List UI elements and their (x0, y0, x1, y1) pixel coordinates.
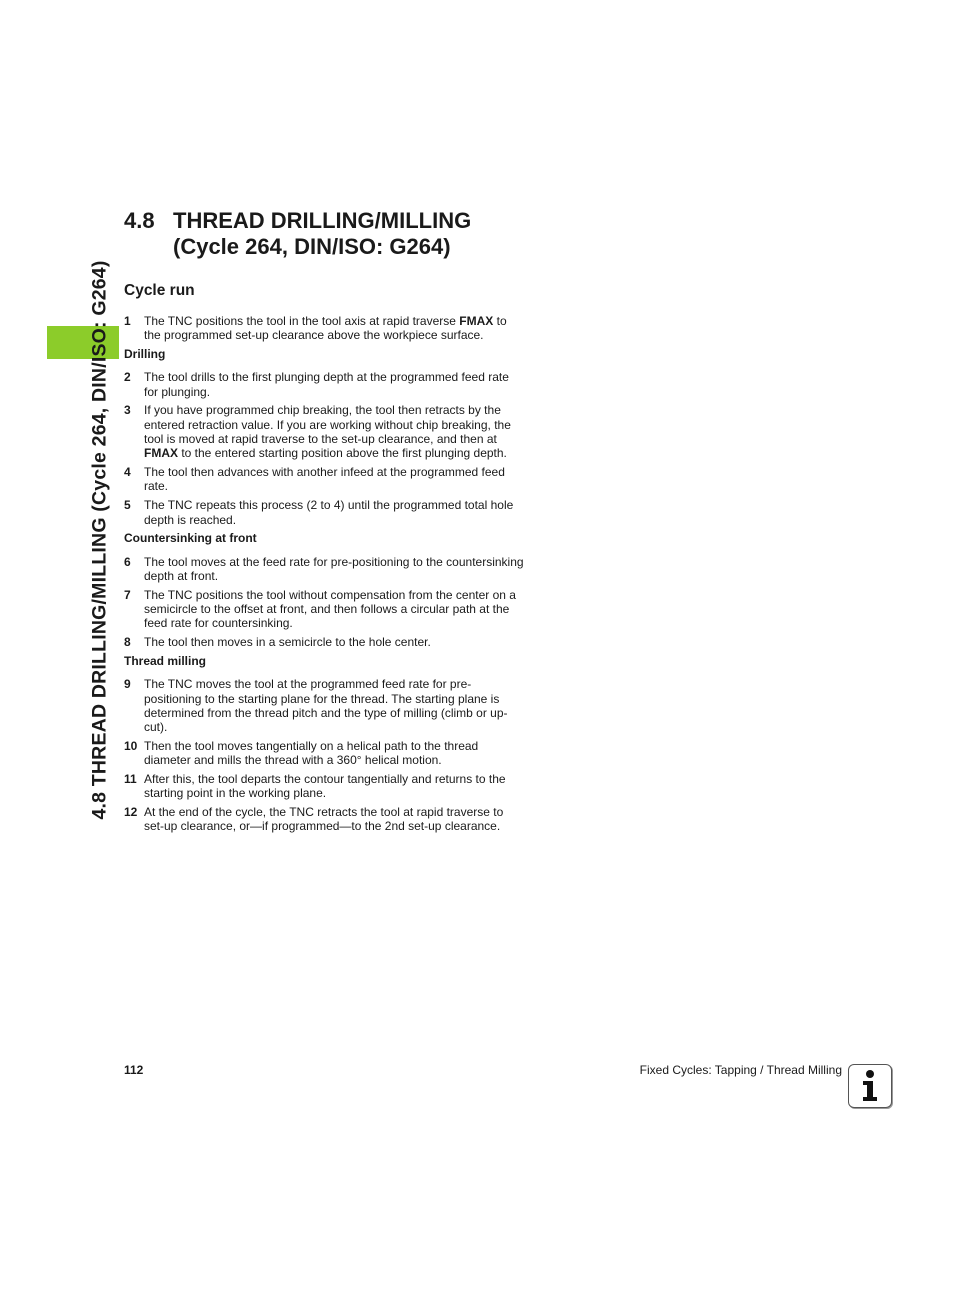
section-label-drilling: Drilling (124, 347, 166, 362)
chapter-title: Fixed Cycles: Tapping / Thread Milling (639, 1063, 842, 1077)
heading-line-1: THREAD DRILLING/MILLING (173, 208, 472, 233)
step-number: 7 (124, 587, 131, 602)
section-label-countersinking: Countersinking at front (124, 531, 257, 546)
heading-line-2: (Cycle 264, DIN/ISO: G264) (173, 234, 451, 259)
info-icon (848, 1064, 892, 1108)
page-number: 112 (124, 1063, 144, 1077)
step-list (124, 314, 524, 838)
subheading: Cycle run (124, 282, 195, 299)
list-item: 5 The TNC repeats this process (2 to 4) until the programmed total hole depth is reached. (124, 498, 514, 527)
step-number: 4 (124, 465, 131, 480)
list-item: 10 Then the tool moves tangentially on a helical path to the thread diameter and mills the thread with a 360° helical motion. (124, 738, 479, 768)
list-item: 6 The tool moves at the feed rate for pre-positioning to the countersinking depth at front. (124, 554, 524, 583)
step-number: 2 (124, 370, 131, 385)
section-heading (124, 208, 471, 260)
section-number: 4.8 (124, 208, 155, 233)
step-number: 5 (124, 498, 131, 513)
list-item: 12 At the end of the cycle, the TNC retracts the tool at rapid traverse to set-up clearance, or—if programmed—to the 2nd set-up clearance. (124, 805, 504, 834)
step-number: 11 (124, 772, 137, 787)
step-number: 1 (124, 314, 131, 328)
section-label-thread-milling: Thread milling (124, 653, 207, 668)
list-item: 9 The TNC moves the tool at the programmed feed rate for pre-positioning to the starting plane for the thread. The starting plane is determined from the thread pitch and the type of milling (climb or up-cut). (124, 677, 508, 735)
list-item: 8 The tool then moves in a semicircle to the hole center. (124, 635, 431, 650)
step-number: 10 (124, 738, 138, 753)
step-number: 8 (124, 635, 131, 650)
list-item: 4 The tool then advances with another infeed at the programmed feed rate. (124, 465, 505, 494)
list-item: 2 The tool drills to the first plunging depth at the programmed feed rate for plunging. (124, 370, 509, 399)
step-number: 12 (124, 805, 138, 820)
list-item: 3 If you have programmed chip breaking, the tool then retracts by the entered retraction value. If you are working without chip breaking, the tool is moved at rapid traverse to the set-up clearance, and then at FMAX to the entered starting position above the first plunging depth. (124, 403, 511, 461)
list-item: 11 After this, the tool departs the contour tangentially and returns to the starting point in the working plane. (124, 772, 506, 801)
list-item: 1 The TNC positions the tool in the tool axis at rapid traverse FMAX to the programmed set-up clearance above the workpiece surface. (124, 314, 507, 343)
step-number: 3 (124, 403, 131, 418)
list-item: 7 The TNC positions the tool without compensation from the center on a semicircle to the offset at front, and then follows a circular path at the feed rate for countersinking. (124, 587, 516, 631)
step-number: 6 (124, 554, 131, 569)
step-number: 9 (124, 677, 131, 692)
